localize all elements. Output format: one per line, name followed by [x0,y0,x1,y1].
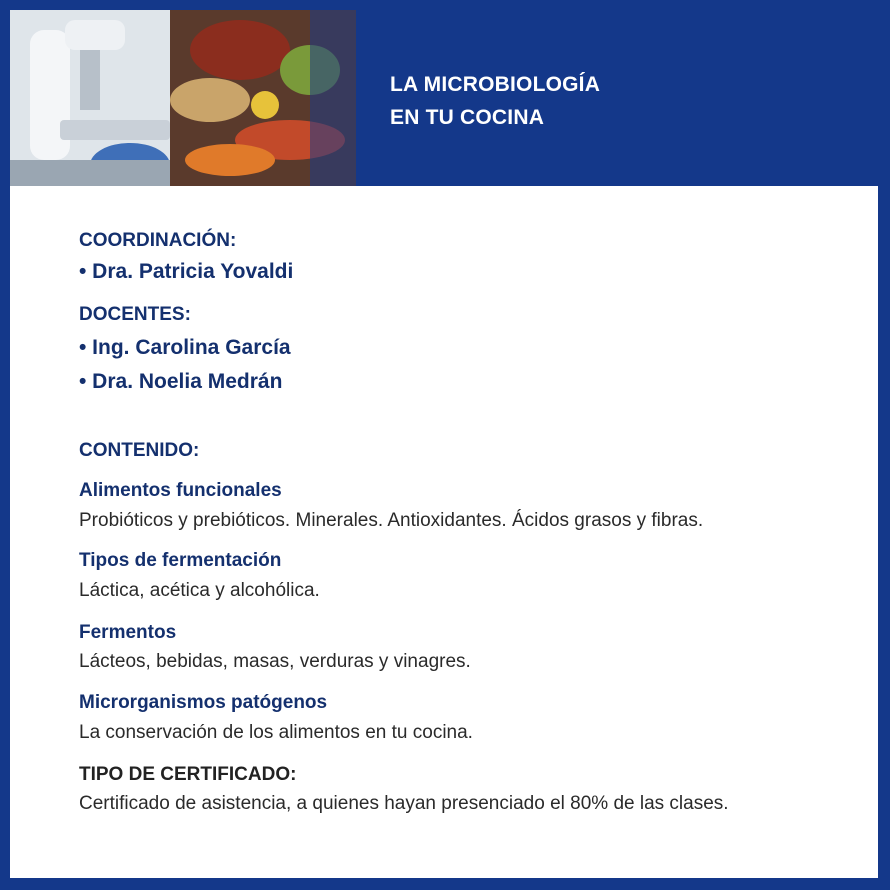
section-text: Probióticos y prebióticos. Minerales. Antioxidantes. Ácidos grasos y fibras. [79,510,704,531]
section-title: Tipos de fermentación [79,550,282,571]
section-title: Microrganismos patógenos [79,692,328,713]
section-title: Alimentos funcionales [79,480,282,501]
teacher-name: • Ing. Carolina García [79,336,291,359]
title-line-1: LA MICROBIOLOGÍA [390,73,601,96]
content-heading: CONTENIDO: [79,440,200,461]
info-panel [10,186,878,878]
teachers-heading: DOCENTES: [79,304,191,325]
section-text: Láctica, acética y alcohólica. [79,580,320,601]
header-banner [0,0,890,186]
course-title [390,68,600,134]
microscope-food-photo [10,10,356,186]
section-text: La conservación de los alimentos en tu cocina. [79,722,473,743]
coordination-heading: COORDINACIÓN: [79,230,237,251]
photo-illustration [10,10,356,186]
certificate-text: Certificado de asistencia, a quienes hayan presenciado el 80% de las clases. [79,793,729,814]
teacher-name: • Dra. Noelia Medrán [79,370,283,393]
certificate-heading: TIPO DE CERTIFICADO: [79,764,297,785]
section-title: Fermentos [79,622,177,643]
coordinator-name: • Dra. Patricia Yovaldi [79,260,294,283]
title-line-2: EN TU COCINA [390,106,545,129]
section-text: Lácteos, bebidas, masas, verduras y vinagres. [79,651,471,672]
